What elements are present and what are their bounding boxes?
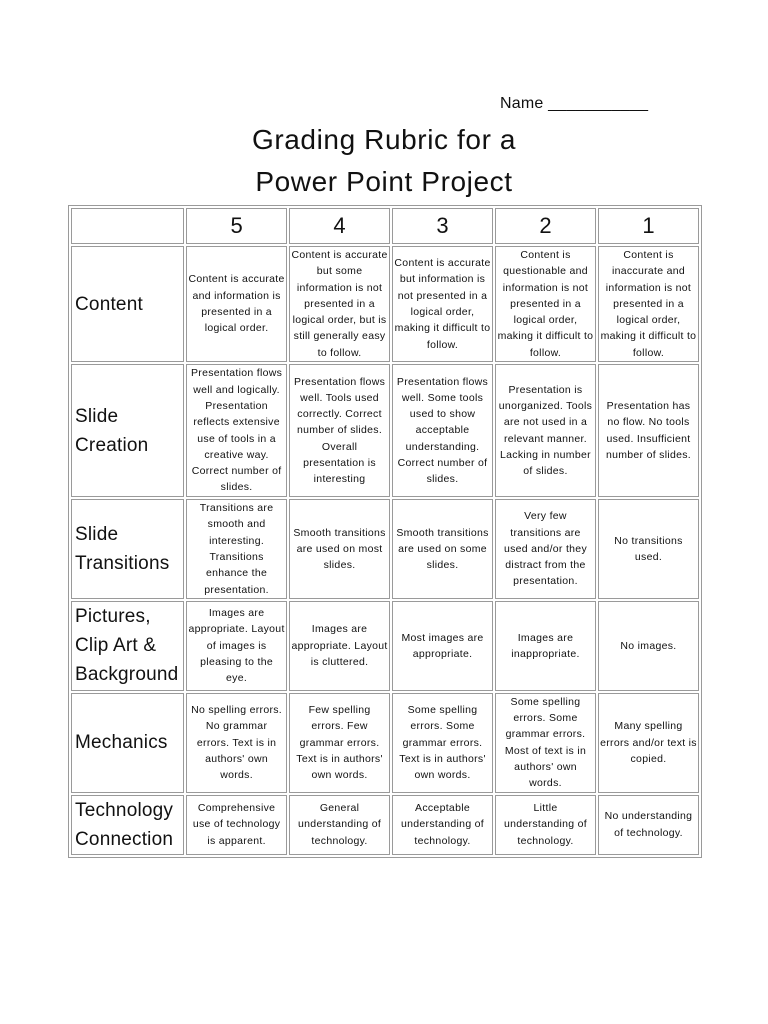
criterion-cell-score-4: General understanding of technology.: [289, 795, 390, 855]
criterion-cell-score-3: Content is accurate but information is not presented in a logical order, making it difficult to follow.: [392, 246, 493, 362]
criterion-cell-score-4: Few spelling errors. Few grammar errors. Text is in authors' own words.: [289, 693, 390, 793]
score-header-1: 1: [598, 208, 699, 244]
criterion-cell-score-1: Content is inaccurate and information is not presented in a logical order, making it difficult to follow.: [598, 246, 699, 362]
criterion-cell-score-1: Many spelling errors and/or text is copied.: [598, 693, 699, 793]
criterion-cell-score-2: Very few transitions are used and/or they distract from the presentation.: [495, 499, 596, 599]
criterion-cell-score-2: Images are inappropriate.: [495, 601, 596, 691]
score-header-3: 3: [392, 208, 493, 244]
score-header-5: 5: [186, 208, 287, 244]
criterion-cell-score-5: No spelling errors. No grammar errors. Text is in authors' own words.: [186, 693, 287, 793]
rubric-row-slide-transitions: [71, 499, 699, 599]
criterion-cell-score-5: Comprehensive use of technology is apparent.: [186, 795, 287, 855]
criterion-cell-score-4: Content is accurate but some information is not presented in a logical order, but is still generally easy to follow.: [289, 246, 390, 362]
criterion-cell-score-2: Presentation is unorganized. Tools are not used in a relevant manner. Lacking in number of slides.: [495, 364, 596, 497]
criterion-cell-score-5: Transitions are smooth and interesting. Transitions enhance the presentation.: [186, 499, 287, 599]
criterion-cell-score-1: No transitions used.: [598, 499, 699, 599]
criterion-cell-score-1: No images.: [598, 601, 699, 691]
rubric-row-slide-creation: [71, 364, 699, 497]
category-label: Content: [71, 246, 184, 362]
category-label: Slide Transitions: [71, 499, 184, 599]
category-label: Technology Connection: [71, 795, 184, 855]
criterion-cell-score-1: No understanding of technology.: [598, 795, 699, 855]
criterion-cell-score-3: Most images are appropriate.: [392, 601, 493, 691]
rubric-row-pictures: [71, 601, 699, 691]
criterion-cell-score-1: Presentation has no flow. No tools used. Insufficient number of slides.: [598, 364, 699, 497]
criterion-cell-score-3: Some spelling errors. Some grammar errors. Text is in authors' own words.: [392, 693, 493, 793]
name-field-label: Name ___________: [500, 95, 649, 112]
criterion-cell-score-5: Content is accurate and information is presented in a logical order.: [186, 246, 287, 362]
criterion-cell-score-3: Smooth transitions are used on some slides.: [392, 499, 493, 599]
page-title-line-2: Power Point Project: [255, 166, 513, 197]
category-label: Mechanics: [71, 693, 184, 793]
rubric-row-technology-connection: [71, 795, 699, 855]
criterion-cell-score-2: Little understanding of technology.: [495, 795, 596, 855]
criterion-cell-score-5: Images are appropriate. Layout of images is pleasing to the eye.: [186, 601, 287, 691]
criterion-cell-score-5: Presentation flows well and logically. Presentation reflects extensive use of tools in a creative way. Correct number of slides.: [186, 364, 287, 497]
score-header-row: [71, 208, 699, 244]
score-header-2: 2: [495, 208, 596, 244]
criterion-cell-score-3: Presentation flows well. Some tools used to show acceptable understanding. Correct number of slides.: [392, 364, 493, 497]
criterion-cell-score-2: Content is questionable and information is not presented in a logical order, making it difficult to follow.: [495, 246, 596, 362]
rubric-row-mechanics: [71, 693, 699, 793]
criterion-cell-score-2: Some spelling errors. Some grammar errors. Most of text is in authors' own words.: [495, 693, 596, 793]
criterion-cell-score-4: Smooth transitions are used on most slides.: [289, 499, 390, 599]
page-title-line-1: Grading Rubric for a: [251, 124, 517, 155]
score-header-4: 4: [289, 208, 390, 244]
category-label: Pictures, Clip Art & Background: [71, 601, 184, 691]
grading-rubric-table: [68, 205, 702, 858]
criterion-cell-score-3: Acceptable understanding of technology.: [392, 795, 493, 855]
rubric-row-content: [71, 246, 699, 362]
category-label: Slide Creation: [71, 364, 184, 497]
criterion-cell-score-4: Presentation flows well. Tools used correctly. Correct number of slides. Overall presentation is interesting: [289, 364, 390, 497]
header-corner-cell: [71, 208, 184, 244]
criterion-cell-score-4: Images are appropriate. Layout is cluttered.: [289, 601, 390, 691]
